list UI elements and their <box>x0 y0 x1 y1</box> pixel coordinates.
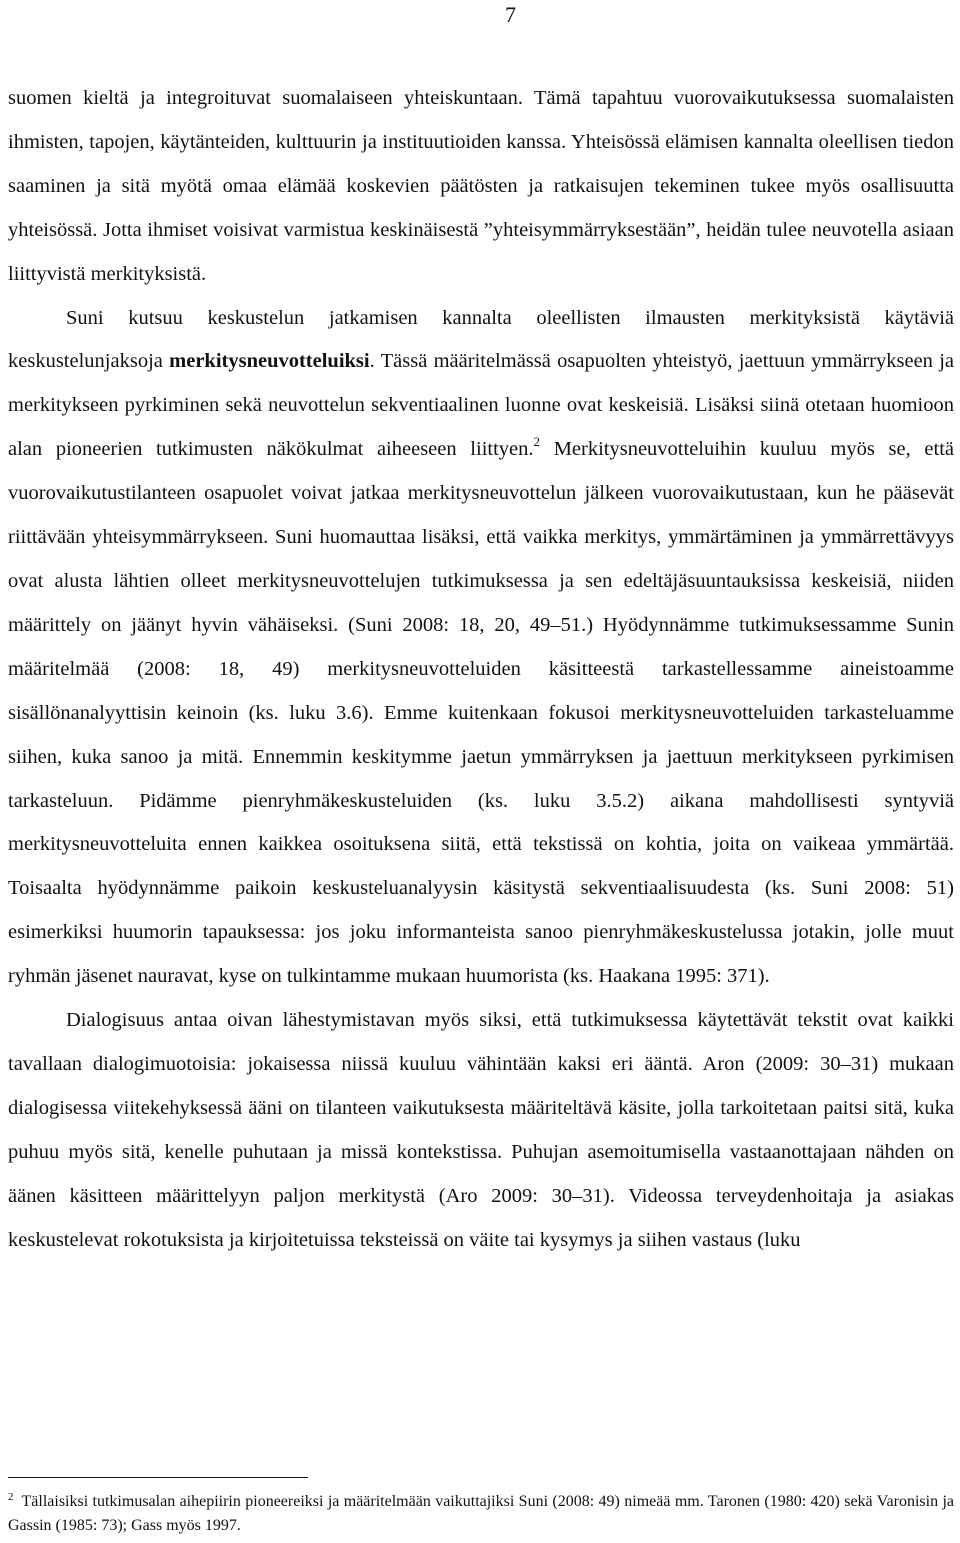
paragraph-2-part-2: . Tässä määritelmässä osapuolten yhteistyö, jaettuun ymmärrykseen ja merkitykseen pyrkiminen sekä neuvottelun sekventiaalinen luonne ovat keskeisiä. Lisäksi siinä otetaan huomioon alan pioneerien tutkimusten näkökulmat aiheeseen liittyen. <box>8 350 955 461</box>
paragraph-1: suomen kieltä ja integroituvat suomalaiseen yhteiskuntaan. Tämä tapahtuu vuorovaikutuksessa suomalaisten ihmisten, tapojen, käytänteiden, kulttuurin ja instituutioiden kanssa. Yhteisössä elämisen kannalta oleellisen tiedon saaminen ja sitä myötä omaa elämää koskevien päätösten ja ratkaisujen tekeminen tukee myös osallisuutta yhteisössä. Jotta ihmiset voisivat varmistua keskinäisestä ”yhteisymmärryksestään”, heidän tulee neuvotella asiaan liittyvistä merkityksistä. <box>8 87 954 285</box>
page-number: 7 <box>505 2 516 27</box>
paragraph-2 <box>8 297 954 1000</box>
footnote <box>8 1490 954 1538</box>
paragraph-3: Dialogisuus antaa oivan lähestymistavan myös siksi, että tutkimuksessa käytettävät tekstit ovat kaikki tavallaan dialogimuotoisia: jokaisessa niissä kuuluu vähintään kaksi eri ääntä. Aron (2009: 30–31) mukaan dialogisessa viitekehyksessä ääni on tilanteen vaikutuksesta määriteltävä käsite, jolla tarkoitetaan paitsi sitä, kuka puhuu myös sitä, kenelle puhutaan ja missä kontekstissa. Puhujan asemoitumisella vastaanottajaan nähden on äänen käsitteen määrittelyyn paljon merkitystä (Aro 2009: 30–31). Videossa terveydenhoitaja ja asiakas keskustelevat rokotuksista ja kirjoitetuissa teksteissä on väite tai kysymys ja siihen vastaus (luku <box>8 1009 954 1251</box>
paragraph-2-part-3: Merkitysneuvotteluihin kuuluu myös se, että vuorovaikutustilanteen osapuolet voivat jatkaa merkitysneuvottelun jälkeen vuorovaikutustaan, kun he pääsevät riittävään yhteisymmärrykseen. Suni huomauttaa lisäksi, että vaikka merkitys, ymmärtäminen ja ymmärrettävyys ovat alusta lähtien olleet merkitysneuvottelujen tutkimuksessa ja sen edeltäjäsuuntauksissa keskeisiä, niiden määrittely on jäänyt hyvin vähäiseksi. (Suni 2008: 18, 20, 49–51.) Hyödynnämme tutkimuksessamme Sunin määritelmää (2008: 18, 49) merkitysneuvotteluiden käsitteestä tarkastellessamme aineistoamme sisällönanalyyttisin keinoin (ks. luku 3.6). Emme kuitenkaan fokusoi merkitysneuvotteluiden tarkasteluamme siihen, kuka sanoo ja mitä. Ennemmin keskitymme jaetun ymmärryksen ja jaettuun merkitykseen pyrkimisen tarkasteluun. Pidämme pienryhmäkeskusteluiden (ks. luku 3.5.2) aikana mahdollisesti syntyviä merkitysneuvotteluita ennen kaikkea osoituksena siitä, että tekstissä on kohtia, joita on vaikeaa ymmärtää. Toisaalta hyödynnämme paikoin keskusteluanalyysin käsitystä sekventiaalisuudesta (ks. Suni 2008: 51) esimerkiksi huumorin tapauksessa: jos joku informanteista sanoo pienryhmäkeskustelussa jotakin, jolle muut ryhmän jäsenet nauravat, kyse on tulkintamme mukaan huumorista (ks. Haakana 1995: 371). <box>8 438 955 988</box>
footnote-divider <box>8 1477 308 1478</box>
footnote-marker: 2 <box>8 1491 14 1503</box>
body-text <box>8 77 954 1262</box>
footnote-text: Tällaisiksi tutkimusalan aihepiirin pioneereiksi ja määritelmään vaikuttajiksi Suni (2008: 49) nimeää mm. Taronen (1980: 420) sekä Varonisin ja Gassin (1985: 73); Gass myös 1997. <box>8 1493 954 1534</box>
footnote-reference[interactable]: 2 <box>533 434 540 450</box>
term-merkitysneuvottelu: merkitysneuvotteluiksi <box>169 350 370 373</box>
paragraph-2-part-1: Suni kutsuu keskustelun jatkamisen kannalta oleellisten ilmausten merkityksistä käytäviä keskustelunjaksoja <box>8 306 954 373</box>
